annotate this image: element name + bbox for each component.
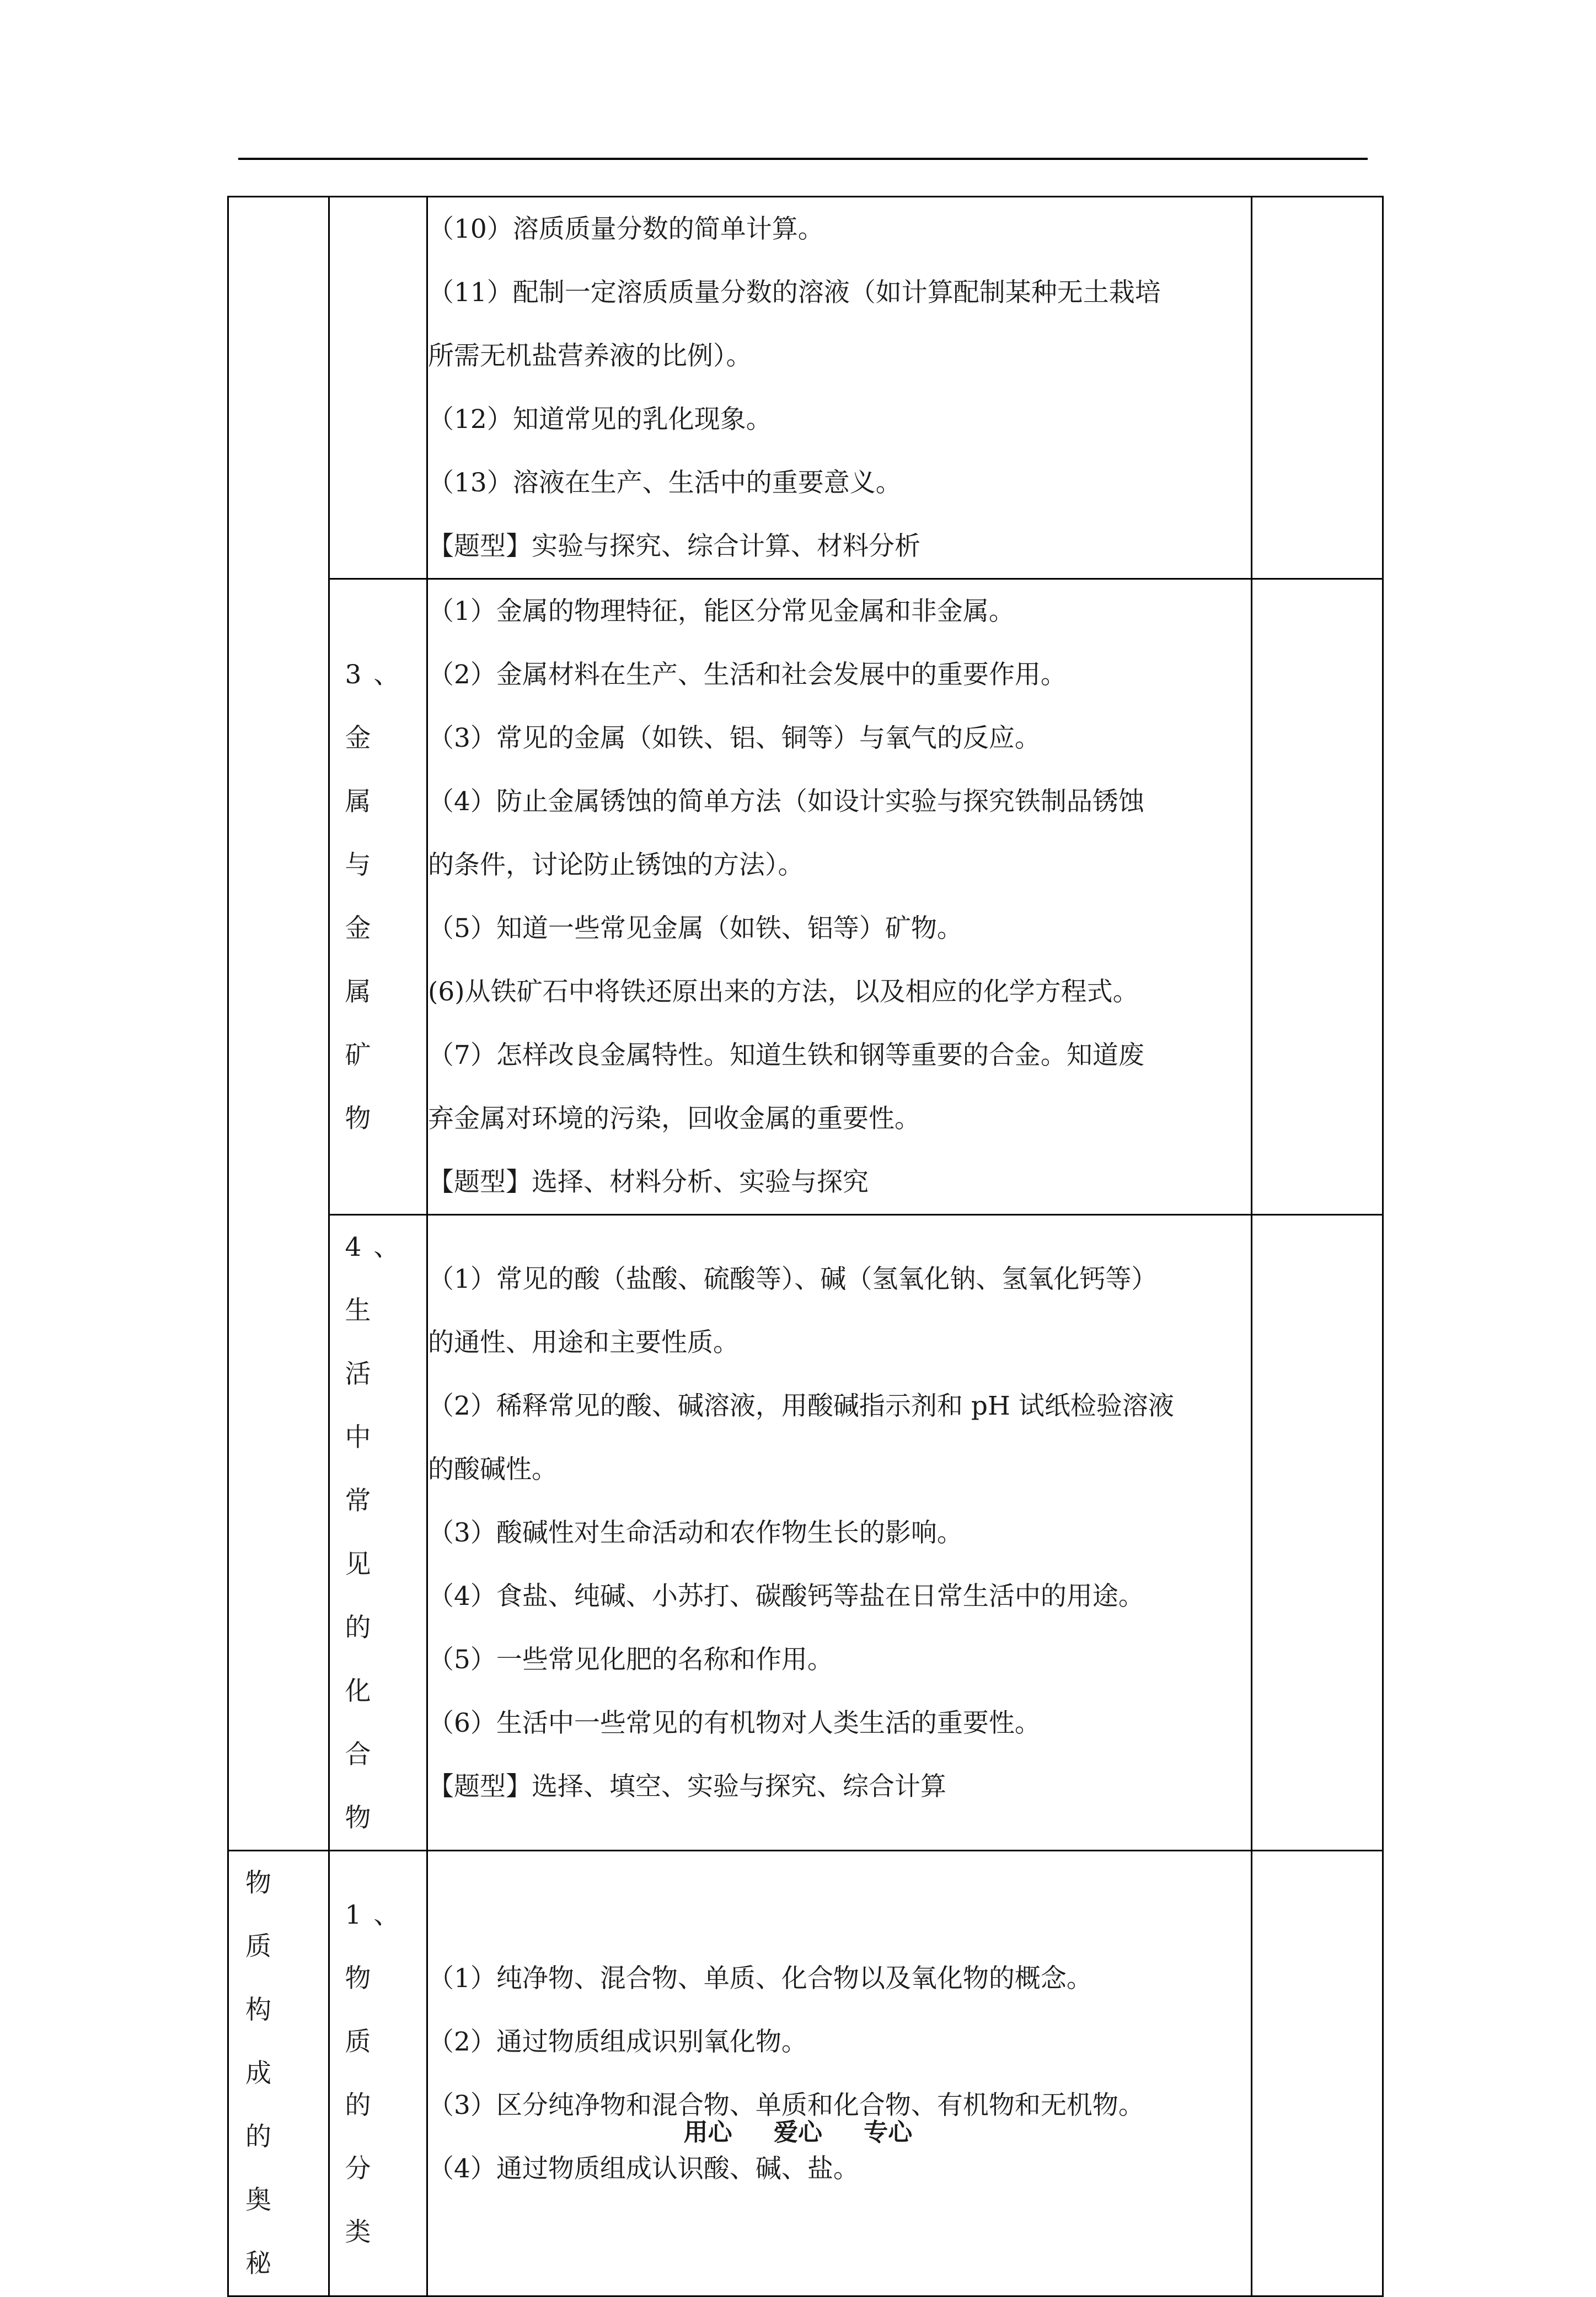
content-line: （1）纯净物、混合物、单质、化合物以及氧化物的概念。	[428, 1963, 1092, 1994]
topic-cell-classification	[329, 1851, 427, 2296]
content-cell-classification	[427, 1851, 1252, 2296]
notes-cell	[1252, 579, 1383, 1215]
content-cell-solution	[427, 197, 1252, 579]
topic-cell-empty	[329, 197, 427, 579]
content-line: （13）溶液在生产、生活中的重要意义。	[428, 468, 902, 498]
header-rule	[238, 158, 1368, 160]
topic-cell-compounds	[329, 1215, 427, 1851]
content-line: （1）金属的物理特征，能区分常见金属和非金属。	[428, 596, 1015, 627]
content-line: （2）通过物质组成识别氧化物。	[428, 2026, 807, 2057]
content-line: 的条件，讨论防止锈蚀的方法）。	[428, 850, 804, 880]
content-line: （5）一些常见化肥的名称和作用。	[428, 1644, 833, 1675]
content-line: （2）稀释常见的酸、碱溶液，用酸碱指示剂和 pH 试纸检验溶液	[428, 1390, 1174, 1421]
content-line: （4）防止金属锈蚀的简单方法（如设计实验与探究铁制品锈蚀	[428, 786, 1144, 817]
page-footer: 用心 爱心 专心	[683, 2118, 913, 2146]
content-line: （10）溶质质量分数的简单计算。	[428, 214, 824, 244]
table-row-classification	[228, 1851, 1383, 2296]
content-line: （2）金属材料在生产、生活和社会发展中的重要作用。	[428, 660, 1067, 690]
notes-cell	[1252, 1215, 1383, 1851]
syllabus-table	[227, 196, 1384, 2297]
content-line: 的酸碱性。	[428, 1454, 558, 1485]
content-cell-compounds	[427, 1215, 1252, 1851]
content-line: （3）常见的金属（如铁、铝、铜等）与氧气的反应。	[428, 723, 1041, 753]
question-type-line: 【题型】实验与探究、综合计算、材料分析	[428, 531, 920, 561]
content-line: 弃金属对环境的污染，回收金属的重要性。	[428, 1104, 920, 1134]
section-label: 物质构成的奥秘	[245, 1868, 283, 2279]
content-line: （3）酸碱性对生命活动和农作物生长的影响。	[428, 1517, 963, 1548]
table-row-metals	[228, 579, 1383, 1215]
question-type-line: 【题型】选择、填空、实验与探究、综合计算	[428, 1771, 946, 1802]
table-row-compounds	[228, 1215, 1383, 1851]
content-line: （6）生活中一些常见的有机物对人类生活的重要性。	[428, 1707, 1041, 1738]
content-line: （3）区分纯净物和混合物、单质和化合物、有机物和无机物。	[428, 2090, 1144, 2121]
content-line: 的通性、用途和主要性质。	[428, 1327, 739, 1358]
content-line: （12）知道常见的乳化现象。	[428, 404, 772, 435]
content-line: （11）配制一定溶质质量分数的溶液（如计算配制某种无土栽培	[428, 277, 1161, 308]
content-line: （7）怎样改良金属特性。知道生铁和钢等重要的合金。知道废	[428, 1040, 1144, 1070]
section-cell-empty	[228, 197, 329, 1851]
content-line: （1）常见的酸（盐酸、硫酸等）、碱（氢氧化钠、氢氧化钙等）	[428, 1263, 1158, 1294]
notes-cell	[1252, 1851, 1383, 2296]
topic-cell-metals	[329, 579, 427, 1215]
content-cell-metals	[427, 579, 1252, 1215]
topic-label: 3、金属与金属矿物	[345, 660, 412, 1134]
content-line: （4）食盐、纯碱、小苏打、碳酸钙等盐在日常生活中的用途。	[428, 1581, 1144, 1611]
topic-label: 1、物质的分类	[345, 1899, 412, 2247]
content-line: （4）通过物质组成认识酸、碱、盐。	[428, 2153, 859, 2184]
content-line: 所需无机盐营养液的比例）。	[428, 341, 752, 371]
topic-label: 4、生活中常见的化合物	[345, 1232, 412, 1833]
content-line: （5）知道一些常见金属（如铁、铝等）矿物。	[428, 913, 963, 944]
notes-cell	[1252, 197, 1383, 579]
question-type-line: 【题型】选择、材料分析、实验与探究	[428, 1167, 869, 1197]
section-cell-structure	[228, 1851, 329, 2296]
table-row-solution	[228, 197, 1383, 579]
content-line: (6)从铁矿石中将铁还原出来的方法，以及相应的化学方程式。	[428, 977, 1139, 1007]
